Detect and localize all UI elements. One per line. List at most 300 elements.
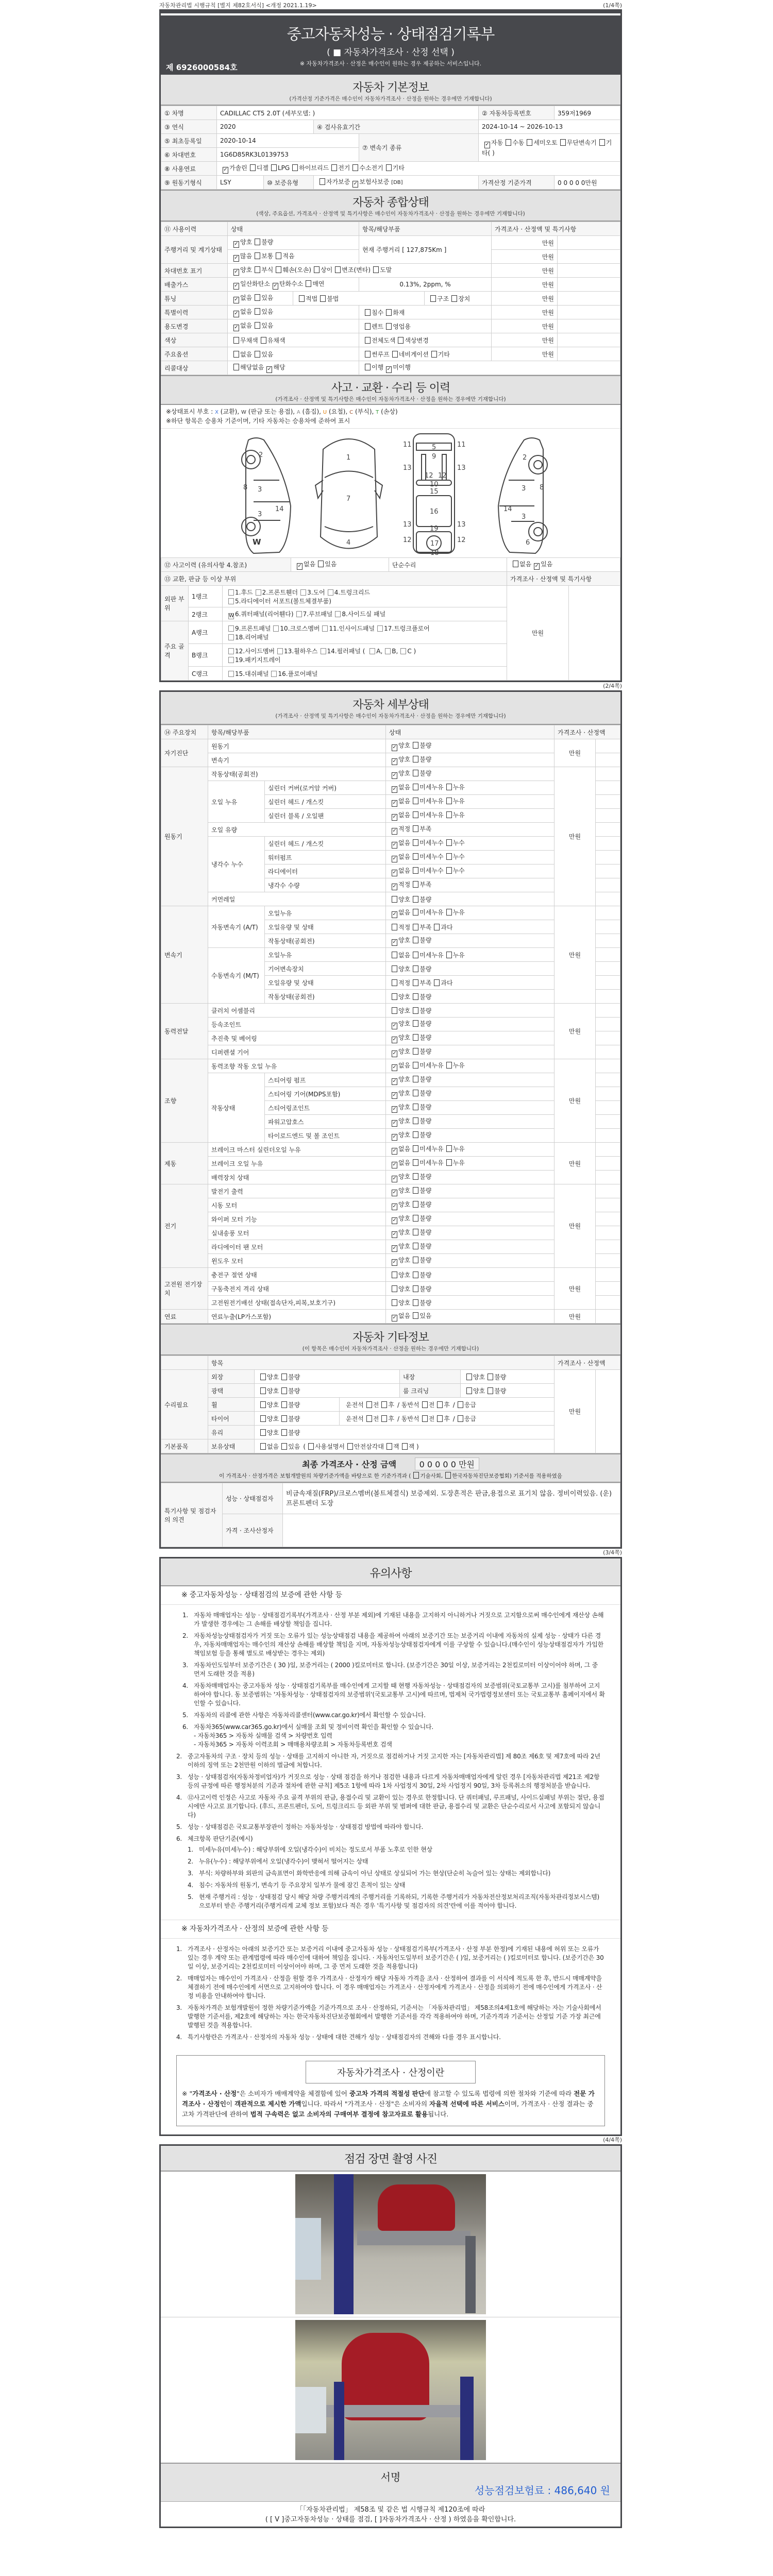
document-title: 중고자동차성능 · 상태점검기록부 bbox=[287, 25, 495, 43]
section-title: 자동차 세부상태 bbox=[352, 699, 429, 711]
option-label: 불량 bbox=[288, 1415, 300, 1422]
checkbox[interactable] bbox=[413, 952, 418, 958]
price-note bbox=[596, 1254, 620, 1268]
checkbox[interactable] bbox=[392, 965, 397, 972]
item-label: 파워고압호스 bbox=[265, 1115, 386, 1129]
option-label: 후 bbox=[444, 1415, 450, 1422]
option-label: 없음 bbox=[304, 561, 316, 568]
price-label: 가격조사 · 산정액 및 특기사항 bbox=[507, 572, 620, 586]
checkbox[interactable] bbox=[413, 1145, 418, 1152]
checkbox[interactable] bbox=[255, 322, 260, 329]
checkbox[interactable] bbox=[392, 896, 397, 903]
checkbox[interactable] bbox=[320, 295, 326, 302]
checkbox[interactable]: ✓ bbox=[392, 856, 397, 861]
checkbox[interactable] bbox=[466, 1374, 472, 1380]
checkbox[interactable]: ✓ bbox=[392, 1176, 397, 1181]
table-row bbox=[161, 1059, 620, 1073]
checkbox[interactable]: ✓ bbox=[297, 563, 302, 569]
checkbox[interactable] bbox=[413, 1472, 419, 1479]
checkbox[interactable]: ✓ bbox=[392, 1106, 397, 1112]
recall-state bbox=[228, 361, 359, 375]
checkbox[interactable] bbox=[413, 839, 418, 846]
checkbox[interactable] bbox=[392, 993, 397, 1000]
checkbox[interactable] bbox=[446, 1062, 452, 1069]
inspection-photo-2[interactable] bbox=[295, 2320, 486, 2460]
checkbox[interactable] bbox=[255, 252, 260, 259]
checkbox[interactable] bbox=[255, 239, 260, 245]
section-title: 사고 · 교환 · 수리 등 이력 bbox=[331, 382, 450, 395]
checkbox[interactable] bbox=[276, 252, 281, 259]
option-label: 16.플로어패널 bbox=[278, 670, 318, 677]
checkbox[interactable]: ✓ bbox=[392, 939, 397, 945]
section-subtitle: (가격조사 · 산정액 및 특기사항은 매수인이 자동차가격조사 · 산정을 원하는 경우에만 기재합니다) bbox=[275, 713, 506, 719]
svg-text:3: 3 bbox=[258, 511, 262, 518]
info-text-segment: 입니다. 따라서 "가격조사 · 산정"은 소비자의 bbox=[301, 2100, 429, 2108]
checkbox[interactable] bbox=[413, 1312, 418, 1319]
checkbox[interactable] bbox=[413, 896, 418, 903]
checkbox[interactable]: ✓ bbox=[392, 1162, 397, 1167]
option-label: 전기 bbox=[338, 164, 350, 172]
checkbox[interactable] bbox=[335, 611, 341, 617]
checkbox[interactable]: ✓ bbox=[392, 911, 397, 917]
checkbox[interactable] bbox=[377, 625, 383, 632]
checkbox[interactable] bbox=[271, 164, 277, 171]
checkbox[interactable] bbox=[292, 164, 298, 171]
checkbox[interactable] bbox=[413, 1048, 418, 1055]
checkbox[interactable] bbox=[373, 266, 379, 273]
checkbox[interactable]: ✓ bbox=[392, 1134, 397, 1140]
checkbox[interactable] bbox=[281, 1374, 287, 1380]
checkbox[interactable] bbox=[255, 308, 260, 315]
notes-heading-2: ※ 자동차가격조사 · 산정의 보증에 관한 사항 등 bbox=[161, 1920, 620, 1939]
checkbox[interactable] bbox=[365, 323, 371, 330]
checkbox[interactable]: ✓ bbox=[273, 283, 278, 289]
option-label: 적정 bbox=[398, 923, 411, 931]
checkbox[interactable] bbox=[281, 1387, 287, 1394]
checkbox[interactable] bbox=[228, 634, 234, 640]
info-text-segment: 에 참고할 수 있도록 법령에 의한 절차와 기준에 따라 bbox=[424, 2090, 574, 2097]
checkbox[interactable] bbox=[365, 364, 371, 370]
checkbox[interactable] bbox=[296, 611, 302, 617]
checkbox[interactable]: ✓ bbox=[392, 884, 397, 889]
checkbox[interactable] bbox=[385, 648, 391, 654]
option-label: 양호 bbox=[398, 1090, 411, 1097]
checkbox[interactable] bbox=[413, 742, 418, 749]
checkbox[interactable]: ✓ bbox=[392, 1120, 397, 1126]
checkbox[interactable]: ✓ bbox=[223, 167, 228, 173]
checkbox[interactable] bbox=[386, 323, 392, 330]
item-label: 타이로드엔드 및 볼 조인트 bbox=[265, 1129, 386, 1143]
checkbox[interactable] bbox=[446, 867, 452, 874]
checkbox[interactable] bbox=[335, 266, 341, 273]
checkbox[interactable] bbox=[413, 1299, 418, 1306]
checkbox[interactable] bbox=[413, 1257, 418, 1263]
checkbox[interactable] bbox=[228, 598, 234, 604]
color-item bbox=[359, 333, 492, 347]
checkbox[interactable]: ✓ bbox=[234, 325, 239, 330]
checkbox[interactable] bbox=[402, 1443, 408, 1450]
checkbox[interactable] bbox=[413, 881, 418, 888]
state-options bbox=[386, 795, 554, 809]
checkbox[interactable] bbox=[437, 1401, 443, 1408]
checkbox[interactable] bbox=[413, 993, 418, 1000]
checkbox[interactable] bbox=[381, 1401, 387, 1408]
checkbox[interactable] bbox=[413, 1020, 418, 1027]
checkbox[interactable] bbox=[386, 309, 392, 316]
checkbox[interactable] bbox=[413, 1131, 418, 1138]
list-item bbox=[176, 1945, 605, 1971]
checkbox[interactable] bbox=[413, 784, 418, 790]
sub-item-label: 작동상태 bbox=[208, 1073, 265, 1143]
checkbox[interactable]: ✓ bbox=[392, 1217, 397, 1223]
checkbox[interactable] bbox=[413, 1215, 418, 1222]
checkbox[interactable] bbox=[281, 1443, 287, 1450]
checkbox[interactable]: ✓ bbox=[234, 283, 239, 289]
checkbox[interactable]: ✓ bbox=[392, 1231, 397, 1237]
checkbox[interactable] bbox=[392, 924, 397, 930]
checkbox[interactable] bbox=[413, 867, 418, 874]
checkbox[interactable] bbox=[233, 364, 239, 370]
option-label: 한국자동차진단보증협회) bbox=[452, 1473, 512, 1479]
checkbox[interactable]: ✓ bbox=[392, 1204, 397, 1209]
item-label: 실내송풍 모터 bbox=[208, 1226, 386, 1240]
checkbox[interactable] bbox=[506, 139, 511, 146]
checkbox[interactable] bbox=[392, 351, 398, 358]
checkbox[interactable] bbox=[271, 671, 277, 677]
checkbox[interactable] bbox=[413, 1090, 418, 1096]
checkbox[interactable] bbox=[366, 1401, 372, 1408]
final-note-prefix: 이 가격조사 · 산정가격은 보험개발원의 차량기준가액을 바탕으로 한 기준가격과 ( bbox=[219, 1473, 411, 1479]
checkbox[interactable] bbox=[413, 979, 418, 986]
option-label: 렌트 bbox=[372, 323, 384, 330]
checkbox[interactable] bbox=[413, 1076, 418, 1082]
checkbox[interactable] bbox=[260, 1415, 266, 1422]
checkbox[interactable] bbox=[386, 164, 392, 171]
option-label: 불량 bbox=[288, 1429, 300, 1436]
state-options bbox=[386, 878, 554, 892]
checkbox[interactable]: ✓ bbox=[234, 241, 239, 247]
checkbox[interactable] bbox=[321, 648, 326, 654]
checkbox[interactable]: ✓ bbox=[392, 1148, 397, 1154]
checkbox[interactable]: ✓ bbox=[392, 1037, 397, 1042]
checkbox[interactable] bbox=[445, 1472, 451, 1479]
checkbox[interactable]: ✓ bbox=[392, 1078, 397, 1084]
checkbox[interactable] bbox=[413, 1201, 418, 1208]
checkbox[interactable] bbox=[434, 979, 440, 986]
state-options bbox=[386, 781, 554, 795]
price-note bbox=[596, 934, 620, 948]
checkbox[interactable] bbox=[430, 295, 436, 302]
engine-value: LSY bbox=[217, 176, 264, 190]
checkbox[interactable] bbox=[314, 266, 320, 273]
option-label: 부족 bbox=[419, 979, 432, 987]
checkbox[interactable] bbox=[413, 1243, 418, 1249]
checkbox[interactable] bbox=[228, 589, 234, 596]
checkbox[interactable] bbox=[527, 139, 532, 146]
checkbox[interactable] bbox=[392, 1299, 397, 1306]
checkbox[interactable] bbox=[446, 909, 452, 916]
checkbox[interactable] bbox=[328, 589, 333, 596]
section-subtitle: (이 항목은 매수인이 자동차가격조사 · 산정을 원하는 경우에만 기재합니다) bbox=[302, 1346, 479, 1352]
checkbox[interactable] bbox=[413, 1104, 418, 1110]
checkbox[interactable] bbox=[281, 1401, 287, 1408]
checkbox[interactable]: ✓ bbox=[267, 366, 272, 372]
table-row bbox=[161, 1157, 620, 1171]
checkbox[interactable] bbox=[228, 671, 234, 677]
state-options bbox=[386, 920, 554, 934]
checkbox[interactable] bbox=[352, 164, 358, 171]
price-note bbox=[596, 1087, 620, 1101]
options-label: 주요옵션 bbox=[161, 347, 228, 361]
checkbox[interactable] bbox=[347, 1443, 353, 1450]
price-note bbox=[596, 1310, 620, 1324]
checkbox[interactable] bbox=[431, 351, 437, 358]
checkbox[interactable] bbox=[260, 1387, 266, 1394]
price-note bbox=[596, 1226, 620, 1240]
checkbox[interactable] bbox=[446, 1159, 452, 1166]
checkbox[interactable] bbox=[434, 924, 440, 930]
checkbox[interactable]: ✓ bbox=[234, 269, 239, 275]
checkbox[interactable] bbox=[365, 309, 371, 316]
checkbox[interactable]: ✓ bbox=[234, 255, 239, 261]
checkbox[interactable]: ✓ bbox=[392, 772, 397, 778]
checkbox[interactable] bbox=[413, 1159, 418, 1166]
checkbox[interactable] bbox=[413, 1173, 418, 1180]
checkbox[interactable] bbox=[276, 266, 281, 273]
checkbox[interactable] bbox=[386, 1443, 392, 1450]
rank-options bbox=[223, 667, 507, 681]
checkbox[interactable] bbox=[250, 164, 256, 171]
option-label: 양호 bbox=[267, 1373, 279, 1381]
checkbox[interactable] bbox=[413, 1117, 418, 1124]
checkbox[interactable] bbox=[422, 1415, 428, 1422]
checkbox[interactable] bbox=[413, 909, 418, 916]
option-label: 불량 bbox=[419, 770, 432, 777]
checkbox[interactable]: ✓ bbox=[392, 1259, 397, 1265]
checkbox[interactable] bbox=[446, 784, 452, 790]
checkbox[interactable]: ✓ bbox=[392, 814, 397, 820]
checkbox[interactable] bbox=[488, 1374, 493, 1380]
table-row bbox=[161, 1296, 620, 1310]
checkbox[interactable] bbox=[560, 139, 566, 146]
option-label: 불량 bbox=[288, 1387, 300, 1395]
checkbox[interactable]: ✓ bbox=[392, 1023, 397, 1028]
checkbox[interactable] bbox=[413, 937, 418, 943]
checkbox[interactable] bbox=[322, 625, 328, 632]
checkbox[interactable] bbox=[369, 648, 375, 654]
checkbox[interactable]: ✓ bbox=[353, 181, 358, 187]
checkbox[interactable] bbox=[413, 811, 418, 818]
svg-text:6: 6 bbox=[526, 539, 530, 547]
checkbox[interactable]: ✓ bbox=[234, 311, 239, 316]
price-note bbox=[596, 920, 620, 934]
checkbox[interactable] bbox=[299, 295, 305, 302]
price-note bbox=[596, 753, 620, 767]
checkbox[interactable]: ✓ bbox=[392, 758, 397, 764]
checkbox[interactable] bbox=[413, 1007, 418, 1014]
state-options bbox=[386, 1018, 554, 1031]
table-row bbox=[161, 767, 620, 781]
checkbox[interactable] bbox=[228, 648, 234, 654]
checkbox[interactable] bbox=[513, 561, 518, 567]
checkbox[interactable] bbox=[413, 798, 418, 804]
checkbox[interactable] bbox=[306, 280, 311, 287]
checkbox[interactable] bbox=[446, 952, 452, 958]
checkbox[interactable] bbox=[392, 1007, 397, 1014]
checkbox[interactable] bbox=[458, 1415, 463, 1422]
checkbox[interactable] bbox=[446, 798, 452, 804]
option-label: 기술사회, bbox=[420, 1473, 443, 1479]
checkbox[interactable] bbox=[437, 1415, 443, 1422]
checkbox[interactable] bbox=[228, 625, 234, 632]
item-number: 5. bbox=[188, 1893, 194, 1901]
checkbox[interactable] bbox=[256, 589, 261, 596]
checkbox[interactable] bbox=[255, 266, 260, 273]
checkbox[interactable] bbox=[261, 337, 266, 344]
checkbox[interactable] bbox=[255, 294, 260, 301]
checkbox[interactable] bbox=[366, 1415, 372, 1422]
tire-label: 타이어 bbox=[208, 1412, 255, 1426]
checkbox[interactable] bbox=[273, 625, 279, 632]
checkbox[interactable] bbox=[260, 1401, 266, 1408]
checkbox[interactable] bbox=[466, 1387, 472, 1394]
option-label: 없음 bbox=[398, 909, 411, 916]
option-label: 있음 bbox=[261, 308, 274, 315]
item-number: 1. bbox=[188, 1846, 194, 1853]
checkbox[interactable] bbox=[413, 1285, 418, 1292]
checkbox[interactable]: ✓ bbox=[392, 1092, 397, 1098]
checkbox[interactable] bbox=[365, 337, 371, 344]
checkbox[interactable]: ✓ bbox=[392, 870, 397, 875]
checkbox[interactable] bbox=[413, 1034, 418, 1041]
inspection-photo-1[interactable] bbox=[295, 2174, 486, 2314]
checkbox[interactable] bbox=[233, 351, 239, 358]
checkbox[interactable] bbox=[308, 1443, 314, 1450]
checkbox[interactable] bbox=[260, 1443, 266, 1450]
checkbox[interactable]: ✓ bbox=[392, 786, 397, 792]
option-label: 불량 bbox=[419, 1117, 432, 1125]
checkbox[interactable] bbox=[458, 1401, 463, 1408]
checkbox[interactable] bbox=[320, 178, 325, 185]
sub-item-label: 냉각수 누수 bbox=[208, 837, 265, 892]
item-body bbox=[188, 1945, 605, 1971]
checkbox[interactable] bbox=[446, 839, 452, 846]
checkbox[interactable] bbox=[365, 351, 371, 358]
checkbox[interactable] bbox=[413, 1229, 418, 1235]
option-label: 없음 bbox=[398, 1145, 411, 1153]
checkbox[interactable] bbox=[260, 1374, 266, 1380]
option-label: 이행 bbox=[372, 364, 384, 371]
option-label: 상이 bbox=[321, 266, 333, 274]
checkbox[interactable]: ✓ bbox=[392, 1064, 397, 1070]
price-note bbox=[596, 739, 620, 753]
checkbox[interactable]: ✓ bbox=[485, 142, 490, 147]
checkbox[interactable] bbox=[413, 924, 418, 930]
checkbox[interactable] bbox=[300, 589, 306, 596]
checkbox[interactable] bbox=[413, 965, 418, 972]
option-label: 불량 bbox=[419, 1034, 432, 1041]
checkbox[interactable] bbox=[599, 139, 605, 146]
checkbox[interactable] bbox=[281, 1429, 287, 1436]
checkbox[interactable] bbox=[398, 337, 404, 344]
checkbox[interactable]: ✓ bbox=[234, 297, 239, 302]
checkbox[interactable]: ✓ bbox=[392, 1315, 397, 1320]
checkbox[interactable] bbox=[392, 952, 397, 958]
checkbox[interactable]: W bbox=[229, 613, 234, 619]
document bbox=[159, 9, 622, 2528]
checkbox[interactable] bbox=[318, 561, 324, 567]
checkbox[interactable]: ✓ bbox=[392, 744, 397, 750]
checkbox[interactable] bbox=[281, 1415, 287, 1422]
checkbox[interactable] bbox=[255, 351, 260, 358]
checkbox[interactable] bbox=[413, 1062, 418, 1069]
document-number: 제 6926000584호 bbox=[166, 63, 238, 72]
checkbox[interactable] bbox=[277, 648, 283, 654]
symbol-mark: U bbox=[323, 410, 327, 415]
checkbox[interactable] bbox=[413, 853, 418, 860]
checkbox[interactable]: ✓ bbox=[392, 1245, 397, 1251]
warranty-options bbox=[314, 176, 479, 190]
checkbox[interactable]: ✓ bbox=[392, 1050, 397, 1056]
checkbox[interactable] bbox=[413, 1187, 418, 1194]
checkbox[interactable] bbox=[233, 337, 239, 344]
checkbox[interactable] bbox=[400, 648, 406, 654]
options-item bbox=[359, 347, 492, 361]
checkbox[interactable] bbox=[331, 164, 337, 171]
page-number: (3/4쪽) bbox=[603, 1549, 622, 1556]
option-label: 누유 bbox=[452, 798, 465, 805]
outer-label: 외판 부위 bbox=[161, 586, 189, 621]
option-label: 불량 bbox=[419, 1299, 432, 1307]
checkbox[interactable] bbox=[422, 1401, 428, 1408]
checkbox[interactable] bbox=[413, 756, 418, 762]
checkbox[interactable] bbox=[392, 1285, 397, 1292]
price-won: 만원 bbox=[492, 278, 558, 292]
checkbox[interactable]: ✓ bbox=[392, 828, 397, 834]
checkbox[interactable] bbox=[228, 657, 234, 663]
notes-body bbox=[161, 1586, 620, 2048]
option-label: 잭 bbox=[393, 1443, 399, 1450]
checkbox[interactable]: ✓ bbox=[392, 800, 397, 806]
checkbox[interactable] bbox=[392, 979, 397, 986]
checkbox[interactable] bbox=[413, 1272, 418, 1278]
option-label: 자가보증 bbox=[326, 178, 350, 185]
checkbox[interactable] bbox=[260, 1429, 266, 1436]
checkbox[interactable] bbox=[381, 1415, 387, 1422]
final-price-value: 0 0 0 0 0 만원 bbox=[415, 1458, 479, 1470]
option-prefix: / 동반석 bbox=[397, 1401, 419, 1409]
item-label: 오일누유 bbox=[265, 906, 386, 920]
checkbox[interactable] bbox=[488, 1387, 493, 1394]
checkbox[interactable]: ✓ bbox=[392, 1190, 397, 1195]
checkbox[interactable] bbox=[446, 811, 452, 818]
checkbox[interactable] bbox=[451, 295, 457, 302]
accident-history-options bbox=[291, 558, 389, 572]
info-text-segment: 중고차 가격의 적절성 판단 bbox=[349, 2090, 425, 2097]
checkbox[interactable] bbox=[392, 1272, 397, 1278]
checkbox[interactable]: ✓ bbox=[386, 366, 391, 372]
checkbox[interactable] bbox=[413, 825, 418, 832]
checkbox[interactable]: ✓ bbox=[534, 563, 539, 569]
checkbox[interactable] bbox=[413, 770, 418, 776]
checkbox[interactable] bbox=[446, 1145, 452, 1152]
item-body bbox=[188, 1793, 605, 1820]
svg-text:11: 11 bbox=[403, 441, 412, 449]
checkbox[interactable]: ✓ bbox=[392, 842, 397, 848]
checkbox[interactable] bbox=[446, 853, 452, 860]
symbol-text: (판금 또는 용접), bbox=[248, 408, 295, 415]
option-label: 부족 bbox=[419, 923, 432, 931]
